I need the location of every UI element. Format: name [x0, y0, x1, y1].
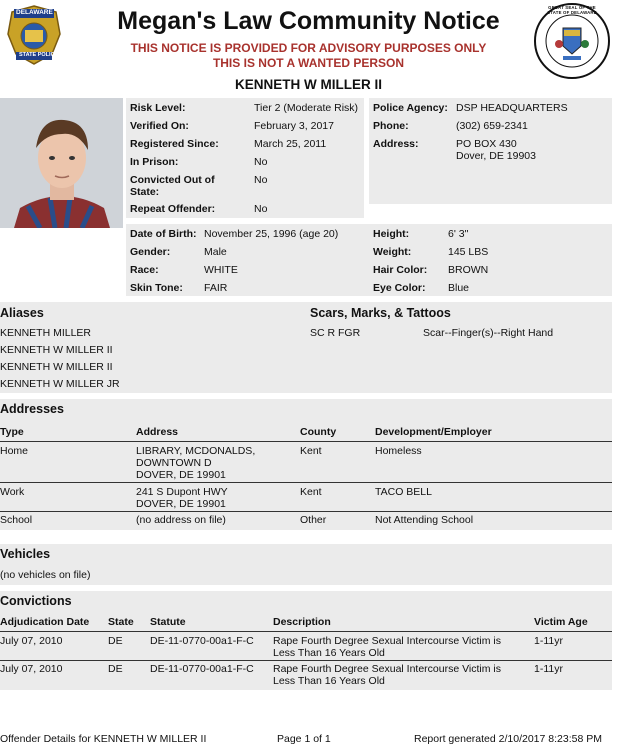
- police-agency-value: DSP HEADQUARTERS: [456, 102, 568, 114]
- address-county: Kent: [300, 486, 322, 498]
- address-line: DOVER, DE 19901: [136, 469, 226, 481]
- repeat-offender-label: Repeat Offender:: [130, 203, 216, 215]
- in-prison-label: In Prison:: [130, 156, 179, 168]
- conviction-header-divider: [0, 631, 612, 632]
- scar-description: Scar--Finger(s)--Right Hand: [423, 327, 554, 339]
- alias-item: KENNETH W MILLER II: [0, 344, 113, 356]
- hair-value: BROWN: [448, 264, 489, 276]
- seal-text: GREAT SEAL OF THE STATE OF DELAWARE: [547, 5, 597, 15]
- convicted-out-label-cont: State:: [130, 186, 160, 198]
- skin-value: FAIR: [204, 282, 228, 294]
- address-line: DOVER, DE 19901: [136, 498, 226, 510]
- address-type: Work: [0, 486, 25, 498]
- conviction-description-cont: Less Than 16 Years Old: [273, 647, 385, 659]
- phone-label: Phone:: [373, 120, 409, 132]
- weight-label: Weight:: [373, 246, 412, 258]
- address-header-divider: [0, 441, 612, 442]
- address-label: Address:: [373, 138, 419, 150]
- gender-label: Gender:: [130, 246, 171, 258]
- address-development: Not Attending School: [375, 514, 474, 526]
- alias-item: KENNETH W MILLER JR: [0, 378, 120, 390]
- phone-value: (302) 659-2341: [456, 120, 528, 132]
- address-development: TACO BELL: [375, 486, 432, 498]
- conviction-statute: DE-11-0770-00a1-F-C: [150, 635, 254, 647]
- scar-code: SC R FGR: [310, 327, 361, 339]
- conviction-description: Rape Fourth Degree Sexual Intercourse Victim is: [273, 663, 501, 675]
- address-header-address: Address: [136, 426, 179, 438]
- address-type: School: [0, 514, 33, 526]
- address-line: DOWNTOWN D: [136, 457, 212, 469]
- address-line: LIBRARY, MCDONALDS,: [136, 445, 256, 457]
- offender-name: KENNETH W MILLER II: [235, 77, 382, 92]
- skin-label: Skin Tone:: [130, 282, 183, 294]
- verified-on-label: Verified On:: [130, 120, 189, 132]
- convicted-out-value: No: [254, 174, 268, 186]
- conviction-description: Rape Fourth Degree Sexual Intercourse Victim is: [273, 635, 501, 647]
- height-label: Height:: [373, 228, 410, 240]
- risk-level-value: Tier 2 (Moderate Risk): [254, 102, 359, 114]
- height-value: 6' 3": [448, 228, 469, 240]
- physical-panel: [126, 224, 612, 296]
- address-county: Kent: [300, 445, 322, 457]
- repeat-offender-value: No: [254, 203, 268, 215]
- eye-label: Eye Color:: [373, 282, 426, 294]
- conviction-description-cont: Less Than 16 Years Old: [273, 675, 385, 687]
- row-divider: [0, 482, 612, 483]
- badge-text-bottom: STATE POLICE: [19, 52, 59, 58]
- footer-page-number: Page 1 of 1: [277, 733, 331, 745]
- conviction-date: July 07, 2010: [0, 663, 63, 675]
- badge-text-top: DELAWARE: [16, 9, 53, 16]
- convicted-out-label: Convicted Out of: [130, 174, 215, 186]
- alias-item: KENNETH W MILLER II: [0, 361, 113, 373]
- not-wanted-notice: THIS IS NOT A WANTED PERSON: [212, 56, 405, 70]
- address-line: (no address on file): [136, 514, 226, 526]
- conviction-header-victim-age: Victim Age: [534, 616, 588, 628]
- alias-item: KENNETH MILLER: [0, 327, 92, 339]
- footer-offender-details: Offender Details for KENNETH W MILLER II: [0, 733, 207, 745]
- registered-since-value: March 25, 2011: [254, 138, 327, 150]
- advisory-notice: THIS NOTICE IS PROVIDED FOR ADVISORY PURPOSES ONLY: [130, 41, 487, 55]
- aliases-title: Aliases: [0, 306, 44, 320]
- vehicles-text: (no vehicles on file): [0, 569, 91, 581]
- address-header-development: Development/Employer: [375, 426, 492, 438]
- addresses-title: Addresses: [0, 402, 64, 416]
- conviction-header-date: Adjudication Date: [0, 616, 90, 628]
- conviction-date: July 07, 2010: [0, 635, 63, 647]
- hair-label: Hair Color:: [373, 264, 428, 276]
- page-title: Megan's Law Community Notice: [117, 7, 500, 35]
- in-prison-value: No: [254, 156, 268, 168]
- row-divider: [0, 511, 612, 512]
- address-header-type: Type: [0, 426, 24, 438]
- conviction-victim-age: 1-11yr: [534, 635, 563, 647]
- vehicles-title: Vehicles: [0, 547, 51, 561]
- police-agency-label: Police Agency:: [373, 102, 448, 114]
- conviction-header-description: Description: [273, 616, 331, 628]
- footer-report-generated: Report generated 2/10/2017 8:23:58 PM: [414, 733, 602, 745]
- conviction-state: DE: [108, 663, 123, 675]
- address-line: 241 S Dupont HWY: [136, 486, 228, 498]
- dob-label: Date of Birth:: [130, 228, 197, 240]
- address-county: Other: [300, 514, 327, 526]
- conviction-statute: DE-11-0770-00a1-F-C: [150, 663, 254, 675]
- race-value: WHITE: [204, 264, 238, 276]
- weight-value: 145 LBS: [448, 246, 489, 258]
- address-header-county: County: [300, 426, 337, 438]
- conviction-header-state: State: [108, 616, 134, 628]
- row-divider: [0, 660, 612, 661]
- convictions-title: Convictions: [0, 594, 72, 608]
- scars-title: Scars, Marks, & Tattoos: [310, 306, 451, 320]
- vehicles-panel: [0, 544, 612, 585]
- conviction-header-statute: Statute: [150, 616, 186, 628]
- address-development: Homeless: [375, 445, 422, 457]
- race-label: Race:: [130, 264, 159, 276]
- registered-since-label: Registered Since:: [130, 138, 219, 150]
- offender-photo: [0, 98, 123, 228]
- agency-address-line1: PO BOX 430: [456, 138, 517, 150]
- agency-address-line2: Dover, DE 19903: [456, 150, 536, 162]
- risk-level-label: Risk Level:: [130, 102, 186, 114]
- conviction-state: DE: [108, 635, 123, 647]
- gender-value: Male: [204, 246, 227, 258]
- address-type: Home: [0, 445, 29, 457]
- verified-on-value: February 3, 2017: [254, 120, 334, 132]
- dob-value: November 25, 1996 (age 20): [204, 228, 339, 240]
- conviction-victim-age: 1-11yr: [534, 663, 563, 675]
- eye-value: Blue: [448, 282, 470, 294]
